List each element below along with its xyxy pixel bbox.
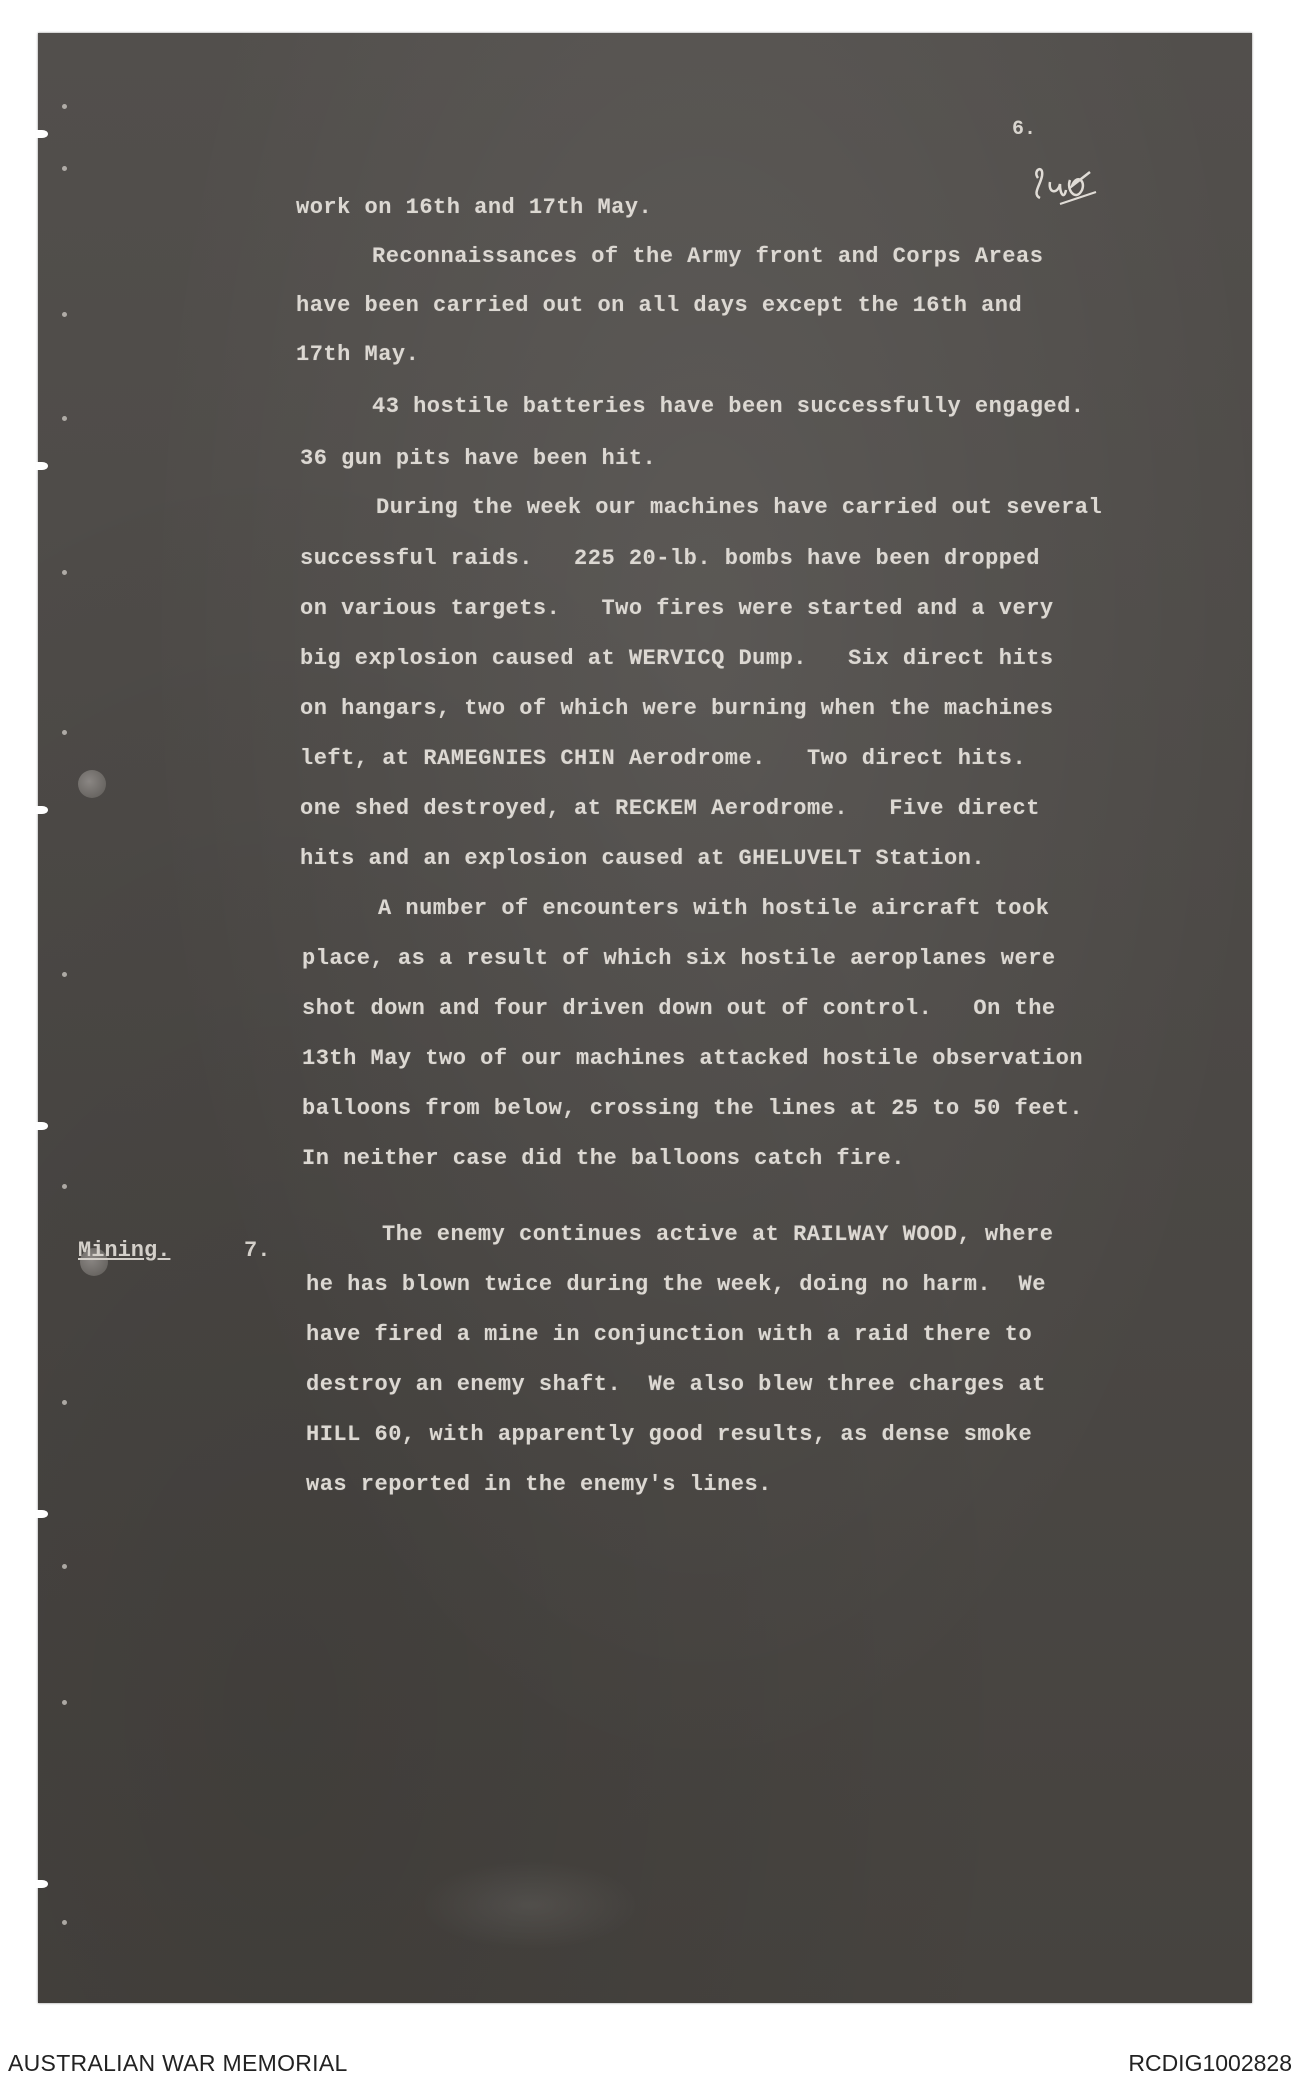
text-line: During the week our machines have carried out several	[376, 495, 1103, 520]
text-line: big explosion caused at WERVICQ Dump. Six direct hits	[300, 646, 1054, 671]
binding-notch	[36, 130, 48, 138]
staple-mark	[62, 312, 67, 317]
text-line: HILL 60, with apparently good results, as dense smoke	[306, 1422, 1033, 1447]
staple-mark	[62, 166, 67, 171]
text-line: 43 hostile batteries have been successfully engaged.	[372, 394, 1085, 419]
text-line: one shed destroyed, at RECKEM Aerodrome. Five direct	[300, 796, 1040, 821]
text-line: place, as a result of which six hostile aeroplanes were	[302, 946, 1056, 971]
text-line: on various targets. Two fires were started and a very	[300, 596, 1054, 621]
text-line: 13th May two of our machines attacked hostile observation	[302, 1046, 1084, 1071]
text-line: A number of encounters with hostile aircraft took	[378, 896, 1050, 921]
binding-notch	[36, 1880, 48, 1888]
binding-notch	[36, 1122, 48, 1130]
section-heading-mining: Mining.	[78, 1238, 171, 1263]
staple-mark	[62, 972, 67, 977]
text-line: destroy an enemy shaft. We also blew three charges at	[306, 1372, 1046, 1397]
staple-mark	[62, 1700, 67, 1705]
staple-mark	[62, 416, 67, 421]
binding-notch	[36, 462, 48, 470]
text-line: In neither case did the balloons catch fire.	[302, 1146, 905, 1171]
binding-notch	[36, 806, 48, 814]
text-line: on hangars, two of which were burning when the machines	[300, 696, 1054, 721]
staple-mark	[62, 1400, 67, 1405]
staple-mark	[62, 1564, 67, 1569]
text-line: Reconnaissances of the Army front and Corps Areas	[372, 244, 1044, 269]
smudge	[420, 1860, 640, 1950]
binding-notch	[36, 1510, 48, 1518]
punch-hole	[78, 770, 106, 798]
staple-mark	[62, 1920, 67, 1925]
archive-id: RCDIG1002828	[1128, 2050, 1292, 2076]
section-number: 7.	[244, 1238, 271, 1263]
staple-mark	[62, 104, 67, 109]
text-line: shot down and four driven down out of control. On the	[302, 996, 1056, 1021]
text-line: he has blown twice during the week, doing no harm. We	[306, 1272, 1046, 1297]
text-line: balloons from below, crossing the lines at 25 to 50 feet.	[302, 1096, 1084, 1121]
staple-mark	[62, 570, 67, 575]
page-number: 6.	[1012, 118, 1037, 141]
text-line: hits and an explosion caused at GHELUVELT Station.	[300, 846, 986, 871]
text-line: 17th May.	[296, 342, 420, 367]
text-line: was reported in the enemy's lines.	[306, 1472, 772, 1497]
text-line: The enemy continues active at RAILWAY WOOD, where	[382, 1222, 1054, 1247]
text-line: have fired a mine in conjunction with a raid there to	[306, 1322, 1033, 1347]
text-line: work on 16th and 17th May.	[296, 195, 653, 220]
text-line: 36 gun pits have been hit.	[300, 446, 657, 471]
archive-label: AUSTRALIAN WAR MEMORIAL	[8, 2050, 348, 2076]
text-line: left, at RAMEGNIES CHIN Aerodrome. Two direct hits.	[300, 746, 1027, 771]
staple-mark	[62, 1184, 67, 1189]
staple-mark	[62, 730, 67, 735]
text-line: successful raids. 225 20-lb. bombs have been dropped	[300, 546, 1040, 571]
handwritten-annotation	[1030, 160, 1100, 220]
text-line: have been carried out on all days except the 16th and	[296, 293, 1023, 318]
